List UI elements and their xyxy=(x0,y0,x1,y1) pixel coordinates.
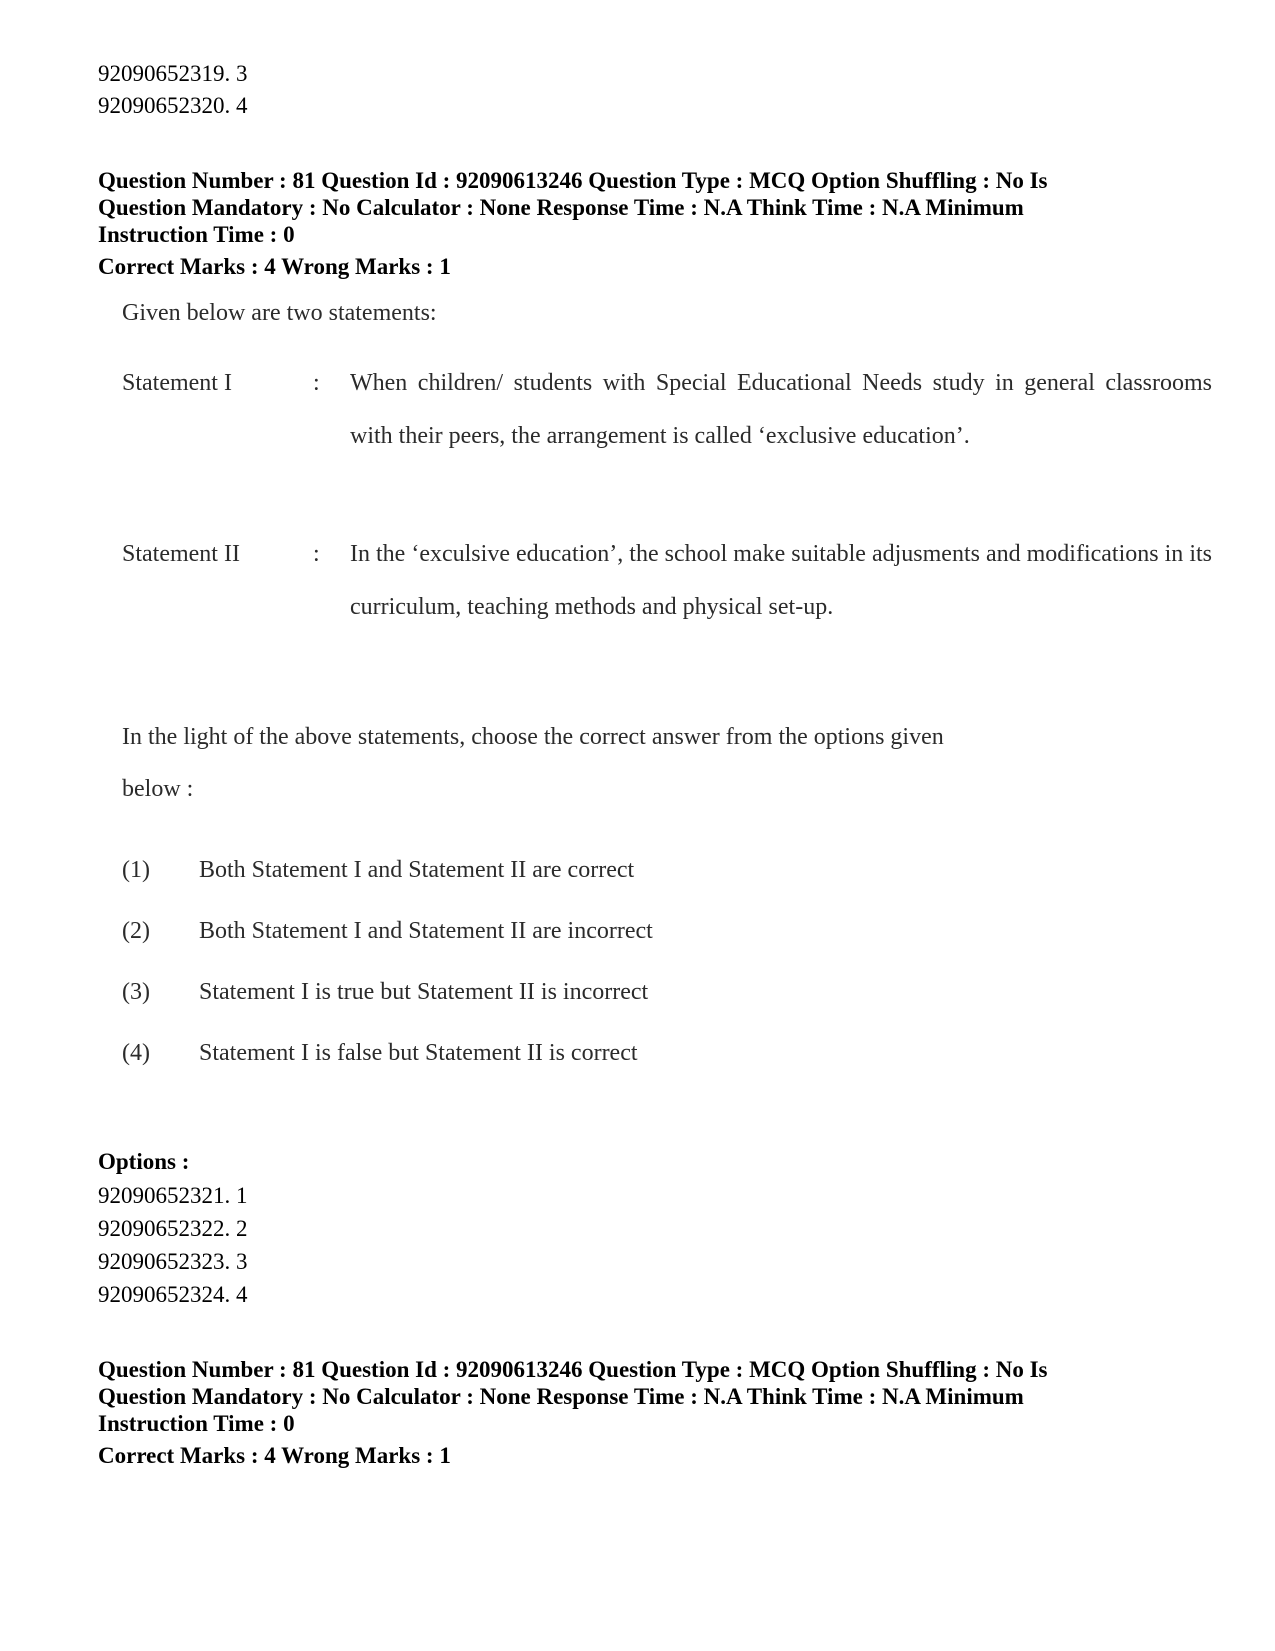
prev-option-4: 92090652320. 4 xyxy=(98,93,248,118)
next-question-marks: Correct Marks : 4 Wrong Marks : 1 xyxy=(98,1443,451,1468)
options-label: Options : xyxy=(98,1149,190,1174)
next-question-header-line-2: Question Mandatory : No Calculator : None Response Time : N.A Think Time : N.A Minimum xyxy=(98,1384,1024,1409)
statement-2-separator: : xyxy=(313,541,320,567)
prev-option-3: 92090652319. 3 xyxy=(98,61,248,86)
choice-4-text: Statement I is false but Statement II is correct xyxy=(199,1040,638,1066)
option-1: 92090652321. 1 xyxy=(98,1183,248,1208)
choice-3-text: Statement I is true but Statement II is incorrect xyxy=(199,979,649,1005)
option-4: 92090652324. 4 xyxy=(98,1282,248,1307)
question-intro: Given below are two statements: xyxy=(122,300,437,326)
statement-2-text: In the ‘exculsive education’, the school make suitable adjusments and modifications in its curriculum, teaching methods and physical set-up. xyxy=(350,541,1212,620)
choice-1-number: (1) xyxy=(122,857,150,883)
choice-2-text: Both Statement I and Statement II are incorrect xyxy=(199,918,653,944)
statement-1-separator: : xyxy=(313,370,320,396)
next-question-header-line-3: Instruction Time : 0 xyxy=(98,1411,295,1436)
choice-1-text: Both Statement I and Statement II are correct xyxy=(199,857,635,883)
question-image xyxy=(98,290,1212,1140)
question-header-line-2: Question Mandatory : No Calculator : None Response Time : N.A Think Time : N.A Minimum xyxy=(98,195,1024,220)
question-prompt-line-2: below : xyxy=(122,776,194,802)
statement-1-label: Statement I xyxy=(122,370,232,396)
option-3: 92090652323. 3 xyxy=(98,1249,248,1274)
question-prompt-line-1: In the light of the above statements, choose the correct answer from the options given xyxy=(122,724,944,750)
option-2: 92090652322. 2 xyxy=(98,1216,248,1241)
question-header-line-1: Question Number : 81 Question Id : 92090613246 Question Type : MCQ Option Shuffling : No Is xyxy=(98,168,1048,193)
question-header-line-3: Instruction Time : 0 xyxy=(98,222,295,247)
question-marks: Correct Marks : 4 Wrong Marks : 1 xyxy=(98,254,451,279)
choice-3-number: (3) xyxy=(122,979,150,1005)
next-question-header-line-1: Question Number : 81 Question Id : 92090613246 Question Type : MCQ Option Shuffling : No Is xyxy=(98,1357,1048,1382)
statement-1-text: When children/ students with Special Educational Needs study in general classrooms with their peers, the arrangement is called ‘exclusive education’. xyxy=(350,370,1212,449)
statement-2-label: Statement II xyxy=(122,541,240,567)
choice-4-number: (4) xyxy=(122,1040,150,1066)
choice-2-number: (2) xyxy=(122,918,150,944)
